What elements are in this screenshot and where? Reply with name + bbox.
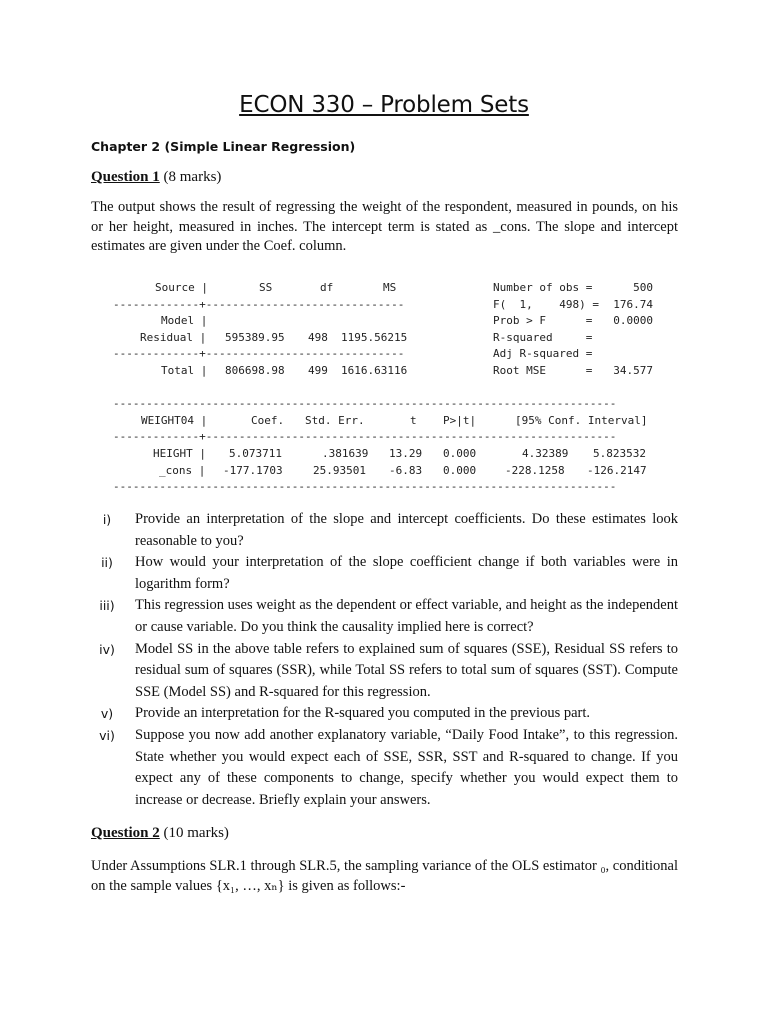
item-number: v)	[100, 706, 114, 722]
coef-header-t: t	[410, 413, 417, 427]
coef-header-var: WEIGHT04 |	[141, 413, 208, 427]
anova-row-residual	[113, 330, 659, 347]
stat-value: 500	[633, 281, 653, 294]
coef-p: 0.000	[443, 446, 477, 460]
question-1-label: Question 1	[91, 169, 160, 185]
coef-ci-high: -126.2147	[587, 463, 647, 477]
coef-t: -6.83	[389, 463, 423, 477]
coef-header-row	[113, 413, 659, 430]
anova-ss: 595389.95	[225, 330, 285, 344]
coef-header-ci: [95% Conf. Interval]	[515, 413, 648, 427]
anova-df: 499	[308, 363, 328, 377]
coef-ci-low: 4.32389	[522, 446, 569, 460]
coef-value: -177.1703	[223, 463, 283, 477]
stat-label: R-squared =	[493, 330, 593, 344]
question-1-marks: (8 marks)	[163, 169, 222, 185]
coef-se: .381639	[322, 446, 369, 460]
question-2-label: Question 2	[91, 825, 160, 841]
item-number: ii)	[101, 555, 113, 571]
question-2-marks: (10 marks)	[163, 825, 229, 841]
question-2-intro: Under Assumptions SLR.1 through SLR.5, the sampling variance of the OLS estimator ₀, conditional on the sample values {x₁, …, xₙ} is given as follows:-	[91, 858, 679, 894]
question-1-heading	[91, 169, 221, 186]
blank-row	[113, 380, 659, 397]
anova-source: Total |	[161, 363, 208, 377]
coef-var: _cons |	[159, 463, 206, 477]
anova-ss: 806698.98	[225, 363, 285, 377]
regression-output	[113, 280, 659, 496]
anova-header-df: df	[320, 281, 334, 294]
list-item	[91, 509, 678, 552]
list-item	[91, 639, 678, 704]
item-number: iii)	[99, 598, 115, 614]
anova-df: 498	[308, 330, 328, 344]
table-rule: ----------------------------------------------------------------------------	[113, 480, 617, 494]
coef-top-rule	[113, 396, 659, 413]
list-item	[91, 703, 678, 725]
item-text: This regression uses weight as the dependent or effect variable, and height as the independent or cause variable. Do you think the causality implied here is correct?	[135, 597, 678, 635]
coef-ci-low: -228.1258	[505, 463, 565, 477]
coef-p: 0.000	[443, 463, 477, 477]
coef-row-height	[113, 446, 659, 463]
question-2-heading	[91, 825, 229, 842]
table-rule: ----------------------------------------------------------------------------	[113, 397, 617, 411]
stat-label: Number of obs =	[493, 281, 593, 294]
list-item	[91, 552, 678, 595]
coef-ci-high: 5.823532	[593, 446, 646, 460]
stat-label: Root MSE =	[493, 363, 593, 377]
stat-value: 0.0000	[613, 314, 653, 328]
page-title: ECON 330 – Problem Sets	[239, 92, 529, 118]
list-item	[91, 725, 678, 811]
coef-bottom-rule	[113, 479, 659, 496]
anova-ms: 1195.56215	[341, 330, 408, 344]
coef-header-p: P>|t|	[443, 413, 477, 427]
item-text: How would your interpretation of the slope coefficient change if both variables were in logarithm form?	[135, 554, 678, 592]
anova-row-total	[113, 363, 659, 380]
table-rule: -------------+------------------------------	[113, 347, 405, 361]
table-rule: -------------+--------------------------------------------------------------	[113, 430, 617, 444]
coef-var: HEIGHT |	[153, 446, 206, 460]
stat-label: F( 1, 498) =	[493, 297, 599, 311]
stat-value: 34.577	[613, 363, 653, 377]
anova-separator-row	[113, 297, 659, 314]
question-1-items	[91, 509, 678, 811]
anova-row-model	[113, 313, 659, 330]
item-text: Suppose you now add another explanatory variable, “Daily Food Intake”, to this regression. State whether you would expect each of SSE, SSR, SST and R-squared to change. If you expect any of these components to change, specify whether you would expect them to increase or decrease. Briefly explain your answers.	[135, 726, 678, 808]
anova-header-ms: MS	[383, 281, 397, 294]
item-text: Model SS in the above table refers to explained sum of squares (SSE), Residual SS refers to residual sum of squares (SSR), while Total SS refers to total sum of squares (SST). Compute SSE (Model SS) and R-squared for this regression.	[135, 640, 678, 700]
stat-label: Adj R-squared =	[493, 347, 593, 361]
anova-header-source: Source |	[155, 281, 208, 294]
coef-row-cons	[113, 463, 659, 480]
coef-se: 25.93501	[313, 463, 366, 477]
anova-ms: 1616.63116	[341, 363, 408, 377]
item-number: i)	[102, 512, 112, 527]
anova-separator-row	[113, 346, 659, 363]
anova-header-row	[113, 280, 659, 297]
coef-value: 5.073711	[229, 446, 282, 460]
anova-source: Residual |	[140, 330, 207, 344]
item-number: iv)	[99, 641, 115, 657]
anova-source: Model |	[161, 314, 208, 328]
anova-header-ss: SS	[259, 281, 273, 294]
item-text: Provide an interpretation for the R-squared you computed in the previous part.	[135, 705, 591, 722]
coef-separator-row	[113, 429, 659, 446]
list-item	[91, 595, 678, 638]
stat-label: Prob > F =	[493, 314, 593, 328]
item-text: Provide an interpretation of the slope and intercept coefficients. Do these estimates look reasonable to you?	[135, 511, 678, 549]
coef-t: 13.29	[389, 446, 423, 460]
question-1-intro: The output shows the result of regressing the weight of the respondent, measured in pounds, on his or her height, measured in inches. The intercept term is stated as _cons. The slope and intercept estimates are given under the Coef. column.	[91, 199, 678, 254]
chapter-heading: Chapter 2 (Simple Linear Regression)	[91, 139, 356, 154]
stat-value: 176.74	[613, 297, 653, 311]
table-rule: -------------+------------------------------	[113, 297, 405, 311]
coef-header-coef: Coef.	[251, 413, 285, 427]
item-number: vi)	[99, 727, 115, 743]
coef-header-se: Std. Err.	[305, 413, 365, 427]
